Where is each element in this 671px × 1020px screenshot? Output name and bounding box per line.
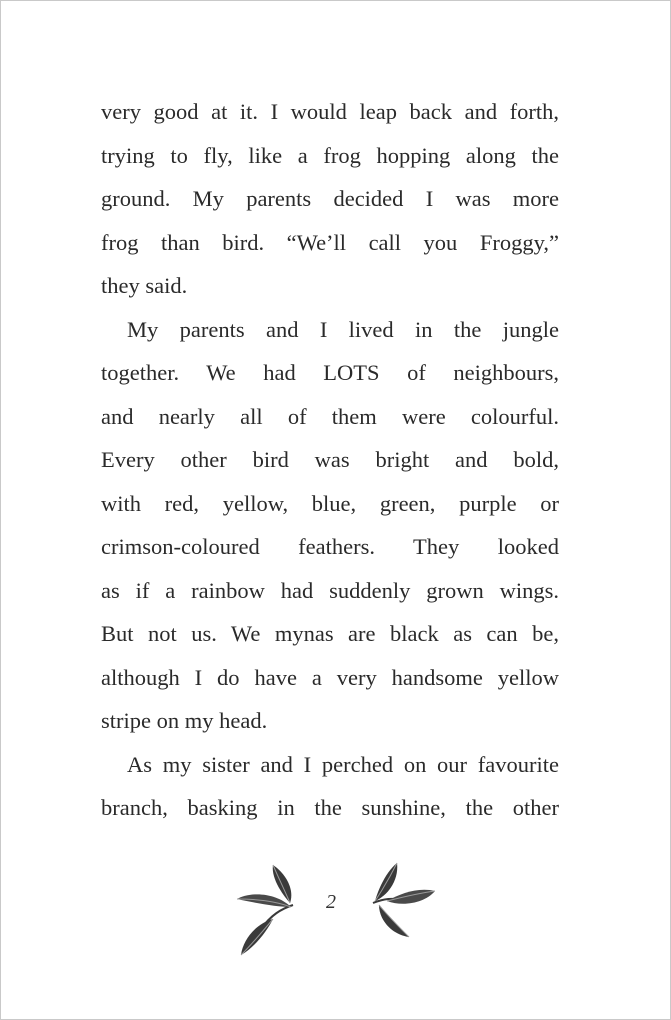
text-line: Every other bird was bright and bold, [101,447,559,472]
paragraph-1 [101,90,559,308]
paragraph-2 [101,308,559,743]
text-line: crimson-coloured feathers. They looked [101,534,559,559]
text-line: branch, basking in the sunshine, the other [101,795,559,820]
leaf-sprig-icon [365,859,437,939]
text-line: they said. [101,273,188,298]
text-line: trying to fly, like a frog hopping along the [101,142,559,168]
body-text [101,90,559,830]
text-line: stripe on my head. [101,708,268,733]
text-line: ground. My parents decided I was more [101,186,559,211]
page-number: 2 [326,891,336,913]
text-line: and nearly all of them were colourful. [101,403,559,429]
text-line: But not us. We mynas are black as can be, [101,621,559,646]
text-line: frog than bird. “We’ll call you Froggy,” [101,229,559,255]
text-line: together. We had LOTS of neighbours, [101,360,559,385]
page-footer [1,859,670,969]
text-line: with red, yellow, blue, green, purple or [101,490,559,516]
text-line: My parents and I lived in the jungle [127,316,559,342]
leaf-sprig-icon [233,859,303,959]
text-line: very good at it. I would leap back and forth, [101,99,559,124]
text-line: although I do have a very handsome yellow [101,664,559,690]
paragraph-3 [101,743,559,830]
text-line: As my sister and I perched on our favourite [127,751,559,777]
text-line: as if a rainbow had suddenly grown wings. [101,577,559,603]
